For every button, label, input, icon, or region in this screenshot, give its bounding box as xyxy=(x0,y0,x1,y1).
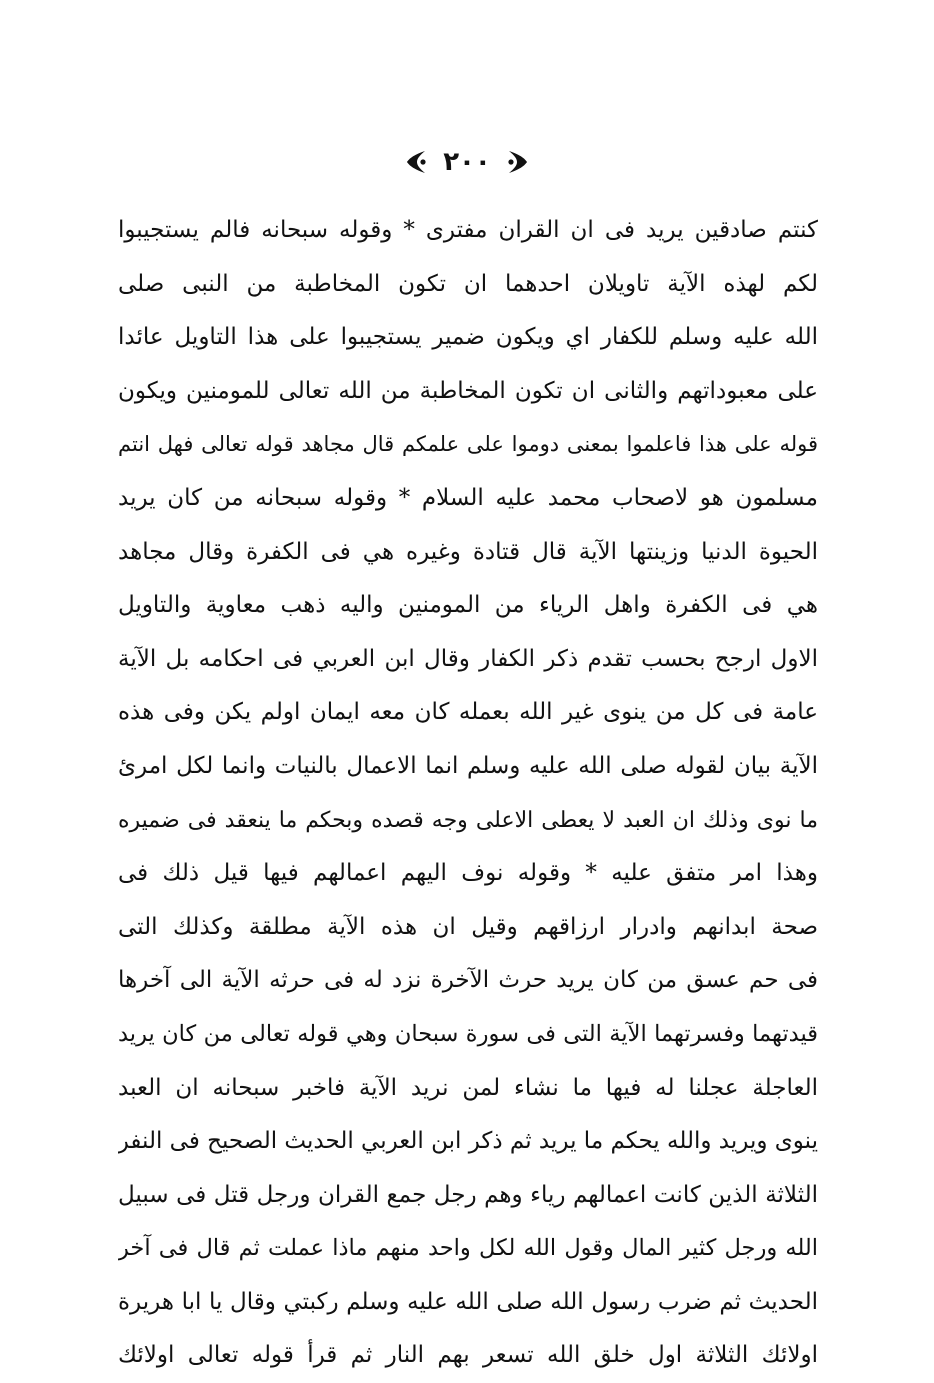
text-line: مسلمون هو لاصحاب محمد عليه السلام * وقوله سبحانه من كان يريد xyxy=(118,484,818,511)
page-header xyxy=(0,140,934,184)
right-ornament-icon xyxy=(505,147,531,177)
text-line: لكم لهذه الآية تاويلان احدهما ان تكون المخاطبة من النبى صلى xyxy=(118,270,818,297)
body-text xyxy=(118,204,818,1383)
text-line: العاجلة عجلنا له فيها ما نشاء لمن نريد الآية فاخبر سبحانه ان العبد xyxy=(118,1074,818,1101)
text-line: الآية بيان لقوله صلى الله عليه وسلم انما الاعمال بالنيات وانما لكل امرئ xyxy=(118,752,818,779)
left-ornament-icon xyxy=(403,147,429,177)
text-line: الاول ارجح بحسب تقدم ذكر الكفار وقال ابن العربي فى احكامه بل الآية xyxy=(118,645,818,672)
text-line: الثلاثة الذين كانت اعمالهم رياء وهم رجل جمع القران ورجل قتل فى سبيل xyxy=(118,1181,818,1208)
text-line: الحيوة الدنيا وزينتها الآية قال قتادة وغيره هي فى الكفرة وقال مجاهد xyxy=(118,538,818,565)
text-line: صحة ابدانهم وادرار ارزاقهم وقيل ان هذه الآية مطلقة وكذلك التى xyxy=(118,913,818,940)
text-line: الله ورجل كثير المال وقول الله لكل واحد منهم ماذا عملت ثم قال فى آخر xyxy=(118,1235,818,1262)
text-line: الحديث ثم ضرب رسول الله صلى الله عليه وسلم ركبتي وقال يا ابا هريرة xyxy=(118,1288,818,1315)
text-line: قيدتهما وفسرتهما الآية التى فى سورة سبحان وهي قوله تعالى من كان يريد xyxy=(118,1020,818,1047)
text-line: الله عليه وسلم للكفار اي ويكون ضمير يستجيبوا على هذا التاويل عائدا xyxy=(118,324,818,351)
text-line: ينوى ويريد والله يحكم ما يريد ثم ذكر ابن العربي الحديث الصحيح فى النفر xyxy=(118,1128,818,1155)
page-number: ٢٠٠ xyxy=(443,147,491,177)
text-line: فى حم عسق من كان يريد حرث الآخرة نزد له فى حرثه الآية الى آخرها xyxy=(118,967,818,994)
text-line: قوله على هذا فاعلموا بمعنى دوموا على علمكم قال مجاهد قوله تعالى فهل انتم xyxy=(118,432,818,457)
text-line: على معبوداتهم والثانى ان تكون المخاطبة من الله تعالى للمومنين ويكون xyxy=(118,377,818,404)
text-line: هي فى الكفرة واهل الرياء من المومنين واليه ذهب معاوية والتاويل xyxy=(118,592,818,619)
text-line: اولائك الثلاثة اول خلق الله تسعر بهم النار ثم قرأ قوله تعالى اولائك xyxy=(118,1342,818,1369)
text-line: وهذا امر متفق عليه * وقوله نوف اليهم اعمالهم فيها قيل ذلك فى xyxy=(118,860,818,887)
text-line: كنتم صادقين يريد فى ان القران مفترى * وقوله سبحانه فالم يستجيبوا xyxy=(118,217,818,243)
text-line: ما نوى وذلك ان العبد لا يعطى الاعلى وجه قصده وبحكم ما ينعقد فى ضميره xyxy=(118,807,818,833)
text-line: عامة فى كل من ينوى غير الله بعمله كان معه ايمان اولم يكن وفى هذه xyxy=(118,699,818,726)
